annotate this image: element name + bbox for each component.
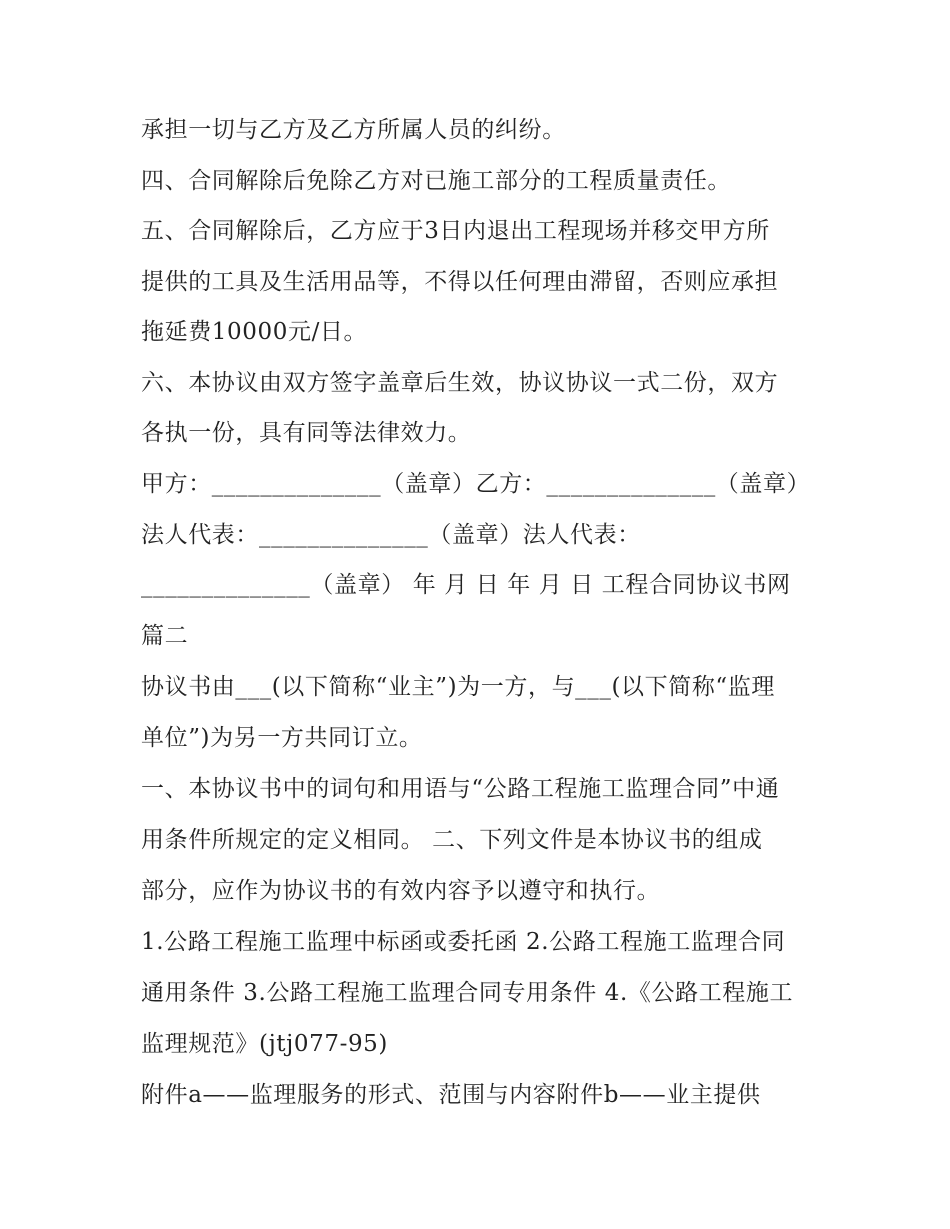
signature-line-party-a-b: 甲方：______________（盖章）乙方：______________（盖章）	[141, 471, 811, 497]
text-line: 拖延费10000元/日。	[141, 319, 368, 345]
text-line: 承担一切与乙方及乙方所属人员的纠纷。	[141, 117, 566, 143]
text-line: 通用条件 3.公路工程施工监理合同专用条件 4.《公路工程施工	[141, 980, 794, 1006]
section-heading: 篇二	[141, 623, 189, 649]
text-line: 四、合同解除后免除乙方对已施工部分的工程质量责任。	[141, 168, 731, 194]
text-line: 各执一份，具有同等法律效力。	[141, 420, 472, 446]
signature-line-date: ______________（盖章） 年 月 日 年 月 日 工程合同协议书网	[141, 572, 791, 598]
text-line: 监理规范》(jtj077-95)	[141, 1031, 388, 1057]
text-line: 用条件所规定的定义相同。 二、下列文件是本协议书的组成	[141, 827, 763, 853]
text-line: 1.公路工程施工监理中标函或委托函 2.公路工程施工监理合同	[141, 929, 786, 955]
text-line: 提供的工具及生活用品等，不得以任何理由滞留，否则应承担	[141, 269, 779, 295]
text-line: 一、本协议书中的词句和用语与“公路工程施工监理合同”中通	[141, 776, 780, 802]
text-line: 六、本协议由双方签字盖章后生效，协议协议一式二份，双方	[141, 370, 779, 396]
text-line: 部分，应作为协议书的有效内容予以遵守和执行。	[141, 878, 661, 904]
text-line: 单位”)为另一方共同订立。	[141, 725, 423, 751]
text-line: 协议书由___(以下简称“业主”)为一方，与___(以下简称“监理	[141, 674, 775, 700]
text-line: 附件a——监理服务的形式、范围与内容附件b——业主提供	[141, 1082, 761, 1108]
signature-line-legal-rep: 法人代表：______________（盖章）法人代表：	[141, 522, 641, 548]
text-line: 五、合同解除后，乙方应于3日内退出工程现场并移交甲方所	[141, 218, 770, 244]
